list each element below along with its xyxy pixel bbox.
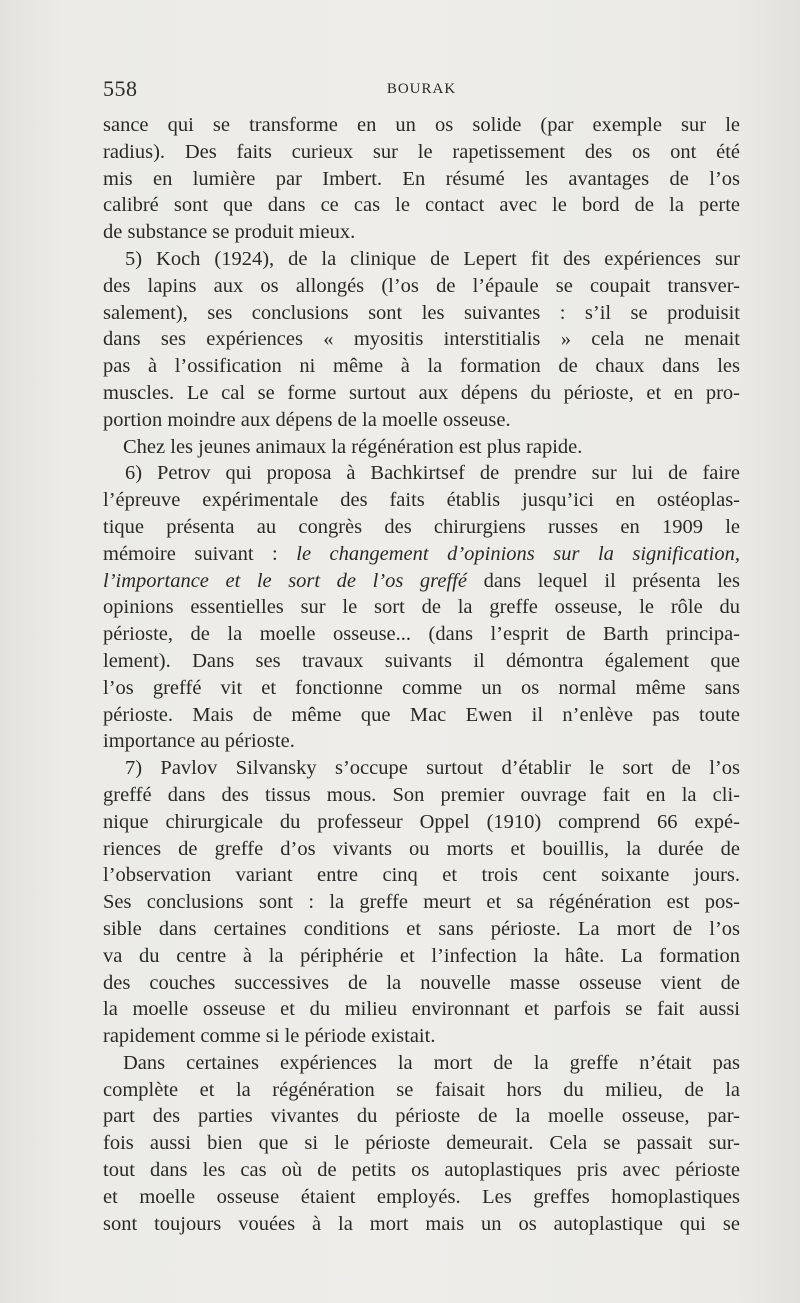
- text-line: va du centre à la périphérie et l’infection la hâte. La formation: [103, 944, 740, 967]
- text-line: lement). Dans ses travaux suivants il démontra également que: [103, 649, 740, 672]
- text-line: mis en lumière par Imbert. En résumé les avantages de l’os: [103, 167, 740, 190]
- text-line: Chez les jeunes animaux la régénération est plus rapide.: [123, 435, 583, 458]
- text-line: calibré sont que dans ce cas le contact avec le bord de la perte: [103, 194, 740, 217]
- text-line: radius). Des faits curieux sur le rapetissement des os ont été: [103, 140, 740, 163]
- text-line: riences de greffe d’os vivants ou morts et bouillis, la durée de: [103, 837, 740, 860]
- running-head: BOURAK: [386, 81, 457, 97]
- text-line: pas à l’ossification ni même à la formation de chaux dans les: [103, 355, 740, 378]
- text-line: des lapins aux os allongés (l’os de l’épaule se coupait transver-: [103, 274, 740, 297]
- text-line: des couches successives de la nouvelle masse osseuse vient de: [103, 971, 740, 994]
- text-line: nique chirurgicale du professeur Oppel (1910) comprend 66 expé-: [103, 810, 740, 833]
- text-line: part des parties vivantes du périoste de la moelle osseuse, par-: [103, 1105, 740, 1128]
- text-line: tique présenta au congrès des chirurgiens russes en 1909 le: [103, 515, 740, 538]
- text-line: sance qui se transforme en un os solide (par exemple sur le: [103, 114, 740, 136]
- text-line: Dans certaines expériences la mort de la greffe n’était pas: [123, 1051, 740, 1074]
- text-line: de substance se produit mieux.: [103, 221, 356, 244]
- text-line: importance au périoste.: [103, 730, 295, 753]
- text-line: sible dans certaines conditions et sans périoste. La mort de l’os: [103, 917, 740, 940]
- text-line: portion moindre aux dépens de la moelle osseuse.: [103, 408, 511, 431]
- text-line: l’épreuve expérimentale des faits établis jusqu’ici en ostéoplas-: [103, 489, 740, 512]
- text-segment: dans lequel il présenta les: [483, 569, 740, 592]
- text-line: muscles. Le cal se forme surtout aux dépens du périoste, et en pro-: [103, 381, 740, 404]
- text-line: fois aussi bien que si le périoste demeurait. Cela se passait sur-: [103, 1132, 740, 1155]
- text-line: tout dans les cas où de petits os autoplastiques pris avec périoste: [103, 1159, 740, 1182]
- text-line: greffé dans des tissus mous. Son premier ouvrage fait en la cli-: [103, 783, 740, 806]
- text-line: [103, 568, 740, 595]
- text-line: 5) Koch (1924), de la clinique de Lepert fit des expériences sur: [125, 247, 740, 270]
- text-line: complète et la régénération se faisait hors du milieu, de la: [103, 1078, 740, 1101]
- text-segment: mémoire suivant :: [103, 542, 278, 565]
- text-line: l’observation variant entre cinq et trois cent soixante jours.: [103, 864, 740, 887]
- body-text: [103, 112, 740, 1237]
- text-line: la moelle osseuse et du milieu environnant et parfois se fait aussi: [103, 998, 740, 1021]
- text-line: et moelle osseuse étaient employés. Les greffes homoplastiques: [103, 1185, 740, 1208]
- page-header: [103, 76, 740, 102]
- page-number: 558: [103, 76, 138, 101]
- text-line: dans ses expériences « myositis interstitialis » cela ne menait: [103, 328, 740, 351]
- italic-title: le changement d’opinions sur la signification,: [296, 542, 740, 565]
- text-line: rapidement comme si le période existait.: [103, 1025, 436, 1048]
- text-line: salement), ses conclusions sont les suivantes : s’il se produisit: [103, 301, 740, 324]
- text-line: opinions essentielles sur le sort de la greffe osseuse, le rôle du: [103, 596, 740, 619]
- text-line: l’os greffé vit et fonctionne comme un os normal même sans: [103, 676, 740, 699]
- text-line: 6) Petrov qui proposa à Bachkirtsef de prendre sur lui de faire: [125, 462, 740, 485]
- text-line: Ses conclusions sont : la greffe meurt et sa régénération est pos-: [103, 891, 740, 914]
- text-line: périoste. Mais de même que Mac Ewen il n’enlève pas toute: [103, 703, 740, 726]
- text-line: sont toujours vouées à la mort mais un os autoplastique qui se: [103, 1212, 740, 1235]
- text-line: [103, 541, 740, 568]
- italic-title: l’importance et le sort de l’os greffé: [103, 569, 467, 592]
- text-line: 7) Pavlov Silvansky s’occupe surtout d’établir le sort de l’os: [125, 757, 740, 780]
- text-line: périoste, de la moelle osseuse... (dans l’esprit de Barth principa-: [103, 623, 740, 646]
